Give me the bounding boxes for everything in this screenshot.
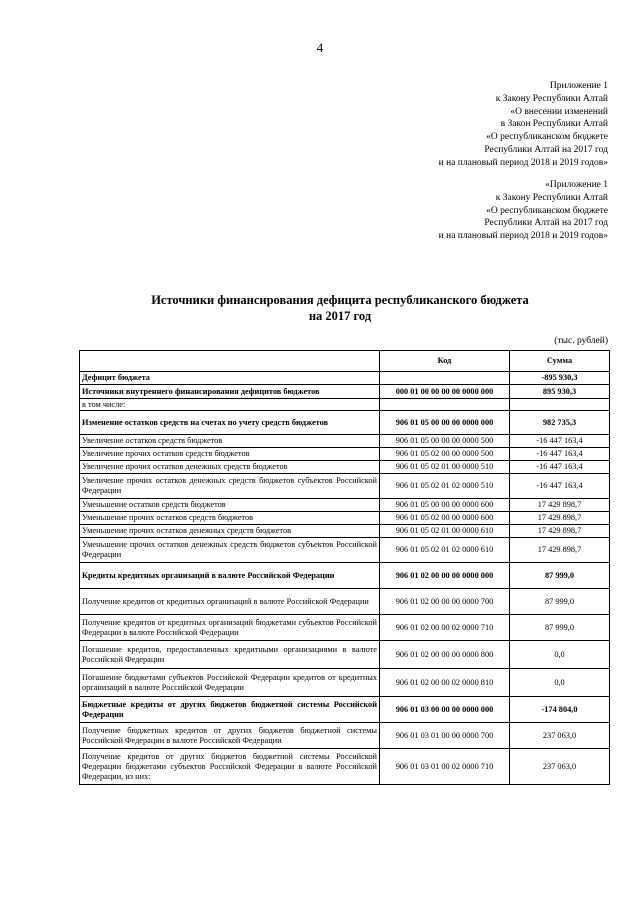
row-name: Увеличение прочих остатков средств бюджетов — [80, 448, 380, 461]
annex-line: «О внесении изменений — [510, 106, 608, 117]
table-row — [80, 669, 610, 697]
annex-line: к Закону Республики Алтай — [495, 192, 608, 203]
header-code: Код — [380, 351, 510, 372]
row-code: 906 01 02 00 00 00 0000 800 — [380, 641, 510, 669]
row-sum: 17 429 898,7 — [510, 538, 610, 563]
row-code: 906 01 02 00 00 02 0000 810 — [380, 669, 510, 697]
row-sum: 17 429 898,7 — [510, 525, 610, 538]
row-code: 906 01 05 00 00 00 0000 000 — [380, 411, 510, 435]
row-sum: 0,0 — [510, 641, 610, 669]
row-code: 906 01 03 01 00 02 0000 710 — [380, 749, 510, 785]
row-sum: -16 447 163,4 — [510, 435, 610, 448]
table-row — [80, 749, 610, 785]
table-row — [80, 525, 610, 538]
table-row — [80, 589, 610, 615]
table-row — [80, 461, 610, 474]
row-name: Бюджетные кредиты от других бюджетов бюджетной системы Российской Федерации — [80, 697, 380, 723]
table-row — [80, 385, 610, 399]
page-number: 4 — [316, 40, 324, 55]
row-name: Изменение остатков средств на счетах по учету средств бюджетов — [80, 411, 380, 435]
row-code: 906 01 05 02 00 00 0000 500 — [380, 448, 510, 461]
financing-sources-table — [79, 350, 610, 785]
title-line-1: Источники финансирования дефицита республиканского бюджета — [151, 293, 529, 307]
table-row — [80, 723, 610, 749]
row-code: 906 01 03 01 00 00 0000 700 — [380, 723, 510, 749]
header-name — [80, 351, 380, 372]
table-row — [80, 499, 610, 512]
row-sum — [510, 399, 610, 411]
row-name: Уменьшение остатков средств бюджетов — [80, 499, 380, 512]
row-code: 906 01 05 02 01 02 0000 510 — [380, 474, 510, 499]
row-code: 906 01 05 02 01 00 0000 510 — [380, 461, 510, 474]
row-code: 000 01 00 00 00 00 0000 000 — [380, 385, 510, 399]
row-name: Уменьшение прочих остатков денежных средств бюджетов субъектов Российской Федерации — [80, 538, 380, 563]
annex-line: «О республиканском бюджете — [486, 205, 608, 216]
table-row — [80, 474, 610, 499]
row-name: Погашение кредитов, предоставленных кредитными организациями в валюте Российской Федерации — [80, 641, 380, 669]
row-sum: 982 735,3 — [510, 411, 610, 435]
row-sum: 17 429 898,7 — [510, 512, 610, 525]
row-sum: 87 999,0 — [510, 563, 610, 589]
table-row — [80, 512, 610, 525]
row-name: Дефицит бюджета — [80, 372, 380, 385]
row-name: Уменьшение прочих остатков средств бюджетов — [80, 512, 380, 525]
annex-line: и на плановый период 2018 и 2019 годов» — [438, 157, 608, 168]
row-name: Получение кредитов от кредитных организаций в валюте Российской Федерации — [80, 589, 380, 615]
row-sum: 0,0 — [510, 669, 610, 697]
row-sum: -16 447 163,4 — [510, 474, 610, 499]
row-name: Погашение бюджетами субъектов Российской Федерации кредитов от кредитных организаций в валюте Российской Федерации — [80, 669, 380, 697]
row-code: 906 01 05 02 01 00 0000 610 — [380, 525, 510, 538]
annex-heading-amendment — [439, 80, 608, 170]
row-sum: -895 930,3 — [510, 372, 610, 385]
row-code: 906 01 05 02 01 02 0000 610 — [380, 538, 510, 563]
annex-line: «О республиканском бюджете — [486, 132, 608, 143]
annex-line: Республики Алтай на 2017 год — [484, 218, 608, 229]
row-sum: 87 999,0 — [510, 589, 610, 615]
annex-line: «Приложение 1 — [545, 180, 608, 190]
annex-line: и на плановый период 2018 и 2019 годов» — [438, 231, 608, 242]
row-code: 906 01 05 00 00 00 0000 600 — [380, 499, 510, 512]
annex-line: Приложение 1 — [549, 81, 608, 91]
table-body — [80, 372, 610, 785]
row-code: 906 01 05 00 00 00 0000 500 — [380, 435, 510, 448]
table-row — [80, 372, 610, 385]
row-name: Получение кредитов от других бюджетов бюджетной системы Российской Федерации бюджетами субъектов Российской Федерации в валюте Российской Федерации, из них: — [80, 749, 380, 785]
row-name: Источники внутреннего финансирования дефицитов бюджетов — [80, 385, 380, 399]
row-name: Увеличение прочих остатков денежных средств бюджетов субъектов Российской Федерации — [80, 474, 380, 499]
annex-heading-original — [439, 179, 608, 243]
table-row — [80, 538, 610, 563]
table-row — [80, 615, 610, 641]
row-sum: -16 447 163,4 — [510, 461, 610, 474]
table-row — [80, 641, 610, 669]
row-name: Получение кредитов от кредитных организаций бюджетами субъектов Российской Федерации в валюте Российской Федерации — [80, 615, 380, 641]
row-code: 906 01 02 00 00 00 0000 700 — [380, 589, 510, 615]
table-row — [80, 448, 610, 461]
row-code: 906 01 02 00 00 00 0000 000 — [380, 563, 510, 589]
row-code — [380, 372, 510, 385]
table-row — [80, 697, 610, 723]
table-row — [80, 563, 610, 589]
header-sum: Сумма — [510, 351, 610, 372]
row-code — [380, 399, 510, 411]
table-header-row — [80, 351, 610, 372]
row-sum: -16 447 163,4 — [510, 448, 610, 461]
row-sum: 237 063,0 — [510, 749, 610, 785]
row-name: Увеличение остатков средств бюджетов — [80, 435, 380, 448]
annex-line: Республики Алтай на 2017 год — [484, 144, 608, 155]
row-sum: 87 999,0 — [510, 615, 610, 641]
row-sum: -174 804,0 — [510, 697, 610, 723]
units-note: (тыс. рублей) — [554, 336, 608, 346]
table-row — [80, 399, 610, 411]
row-sum: 237 063,0 — [510, 723, 610, 749]
title-line-2: на 2017 год — [308, 309, 372, 323]
row-name: Получение бюджетных кредитов от других бюджетов бюджетной системы Российской Федерации в валюте Российской Федерации — [80, 723, 380, 749]
table-row — [80, 411, 610, 435]
annex-line: к Закону Республики Алтай — [495, 93, 608, 104]
row-name: Увеличение прочих остатков денежных средств бюджетов — [80, 461, 380, 474]
row-name: Уменьшение прочих остатков денежных средств бюджетов — [80, 525, 380, 538]
row-code: 906 01 02 00 00 02 0000 710 — [380, 615, 510, 641]
row-code: 906 01 05 02 00 00 0000 600 — [380, 512, 510, 525]
row-sum: 895 930,3 — [510, 385, 610, 399]
row-sum: 17 429 898,7 — [510, 499, 610, 512]
annex-line: в Закон Республики Алтай — [500, 119, 608, 130]
row-name: Кредиты кредитных организаций в валюте Российской Федерации — [80, 563, 380, 589]
document-title — [60, 292, 620, 324]
table-row — [80, 435, 610, 448]
row-code: 906 01 03 00 00 00 0000 000 — [380, 697, 510, 723]
row-name: в том числе: — [80, 399, 380, 411]
